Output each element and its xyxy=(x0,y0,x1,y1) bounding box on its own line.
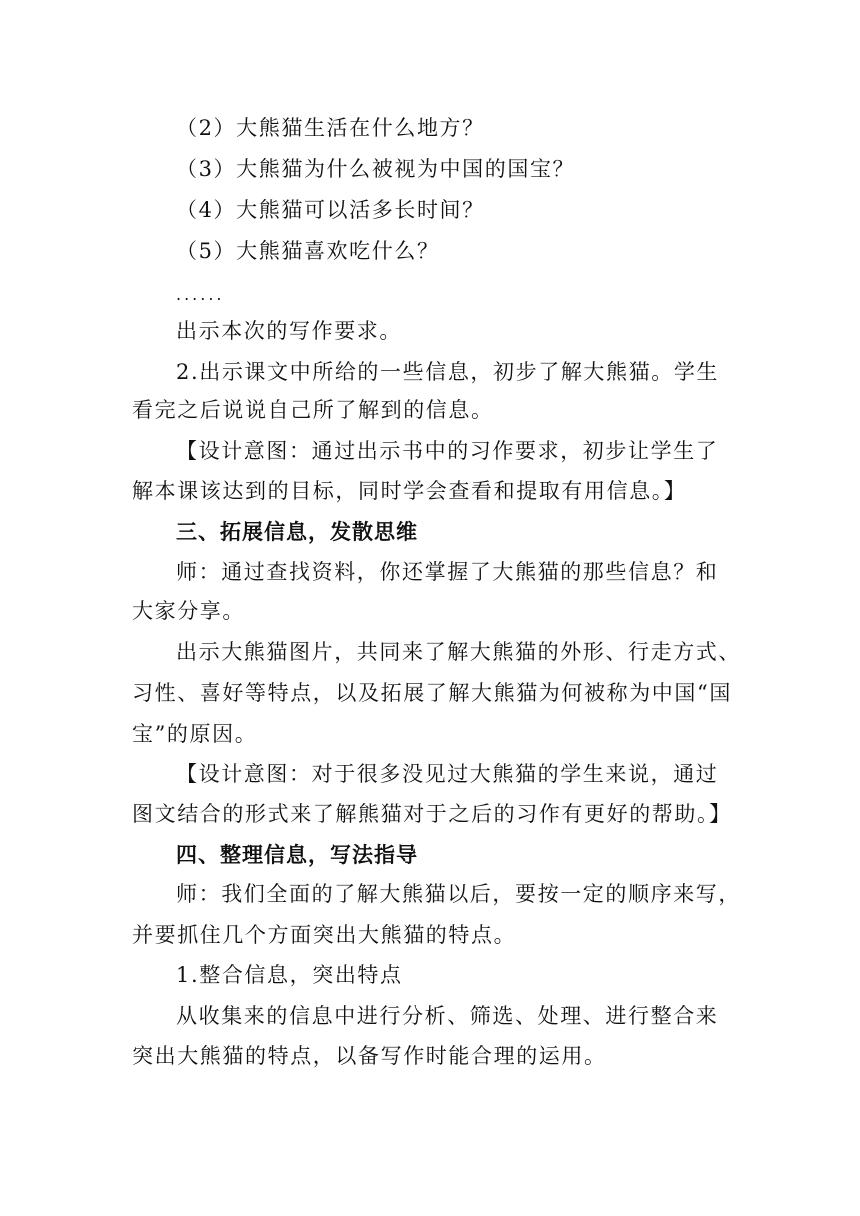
section-3-heading: 三、拓展信息，发散思维 xyxy=(176,520,418,544)
paragraph-show-pictures-line1: 出示大熊猫图片，共同来了解大熊猫的外形、行走方式、 xyxy=(176,640,741,664)
question-5: （5）大熊猫喜欢吃什么？ xyxy=(176,239,440,263)
design-intent-1-line2: 解本课该达到的目标，同时学会查看和提取有用信息。】 xyxy=(132,479,687,503)
paragraph-integrate-line2: 突出大熊猫的特点，以备写作时能合理的运用。 xyxy=(132,1044,607,1068)
design-intent-2-line2: 图文结合的形式来了解熊猫对于之后的习作有更好的帮助。】 xyxy=(132,802,732,826)
paragraph-show-pictures-line3: 宝”的原因。 xyxy=(132,722,258,746)
paragraph-show-requirements: 出示本次的写作要求。 xyxy=(176,319,402,343)
paragraph-teacher-2-line2: 并要抓住几个方面突出大熊猫的特点。 xyxy=(132,923,517,947)
paragraph-step2-line1: 2.出示课文中所给的一些信息，初步了解大熊猫。学生 xyxy=(176,360,720,384)
section-4-heading: 四、整理信息，写法指导 xyxy=(176,843,418,867)
paragraph-integrate-line1: 从收集来的信息中进行分析、筛选、处理、进行整合来 xyxy=(176,1004,719,1028)
paragraph-step2-line2: 看完之后说说自己所了解到的信息。 xyxy=(132,398,494,422)
subheading-integrate-info: 1.整合信息，突出特点 xyxy=(176,963,403,987)
question-2: （2）大熊猫生活在什么地方？ xyxy=(176,116,485,140)
question-4: （4）大熊猫可以活多长时间？ xyxy=(176,198,485,222)
design-intent-1-line1: 【设计意图：通过出示书中的习作要求，初步让学生了 xyxy=(176,439,719,463)
design-intent-2-line1: 【设计意图：对于很多没见过大熊猫的学生来说，通过 xyxy=(176,762,719,786)
paragraph-teacher-2-line1: 师：我们全面的了解大熊猫以后，要按一定的顺序来写， xyxy=(176,882,741,906)
paragraph-show-pictures-line2: 习性、喜好等特点，以及拓展了解大熊猫为何被称为中国“国 xyxy=(132,681,732,705)
ellipsis: ...... xyxy=(176,285,225,304)
paragraph-teacher-1-line2: 大家分享。 xyxy=(132,599,245,623)
question-3: （3）大熊猫为什么被视为中国的国宝？ xyxy=(176,157,576,181)
paragraph-teacher-1-line1: 师：通过查找资料，你还掌握了大熊猫的那些信息？和 xyxy=(176,560,719,584)
